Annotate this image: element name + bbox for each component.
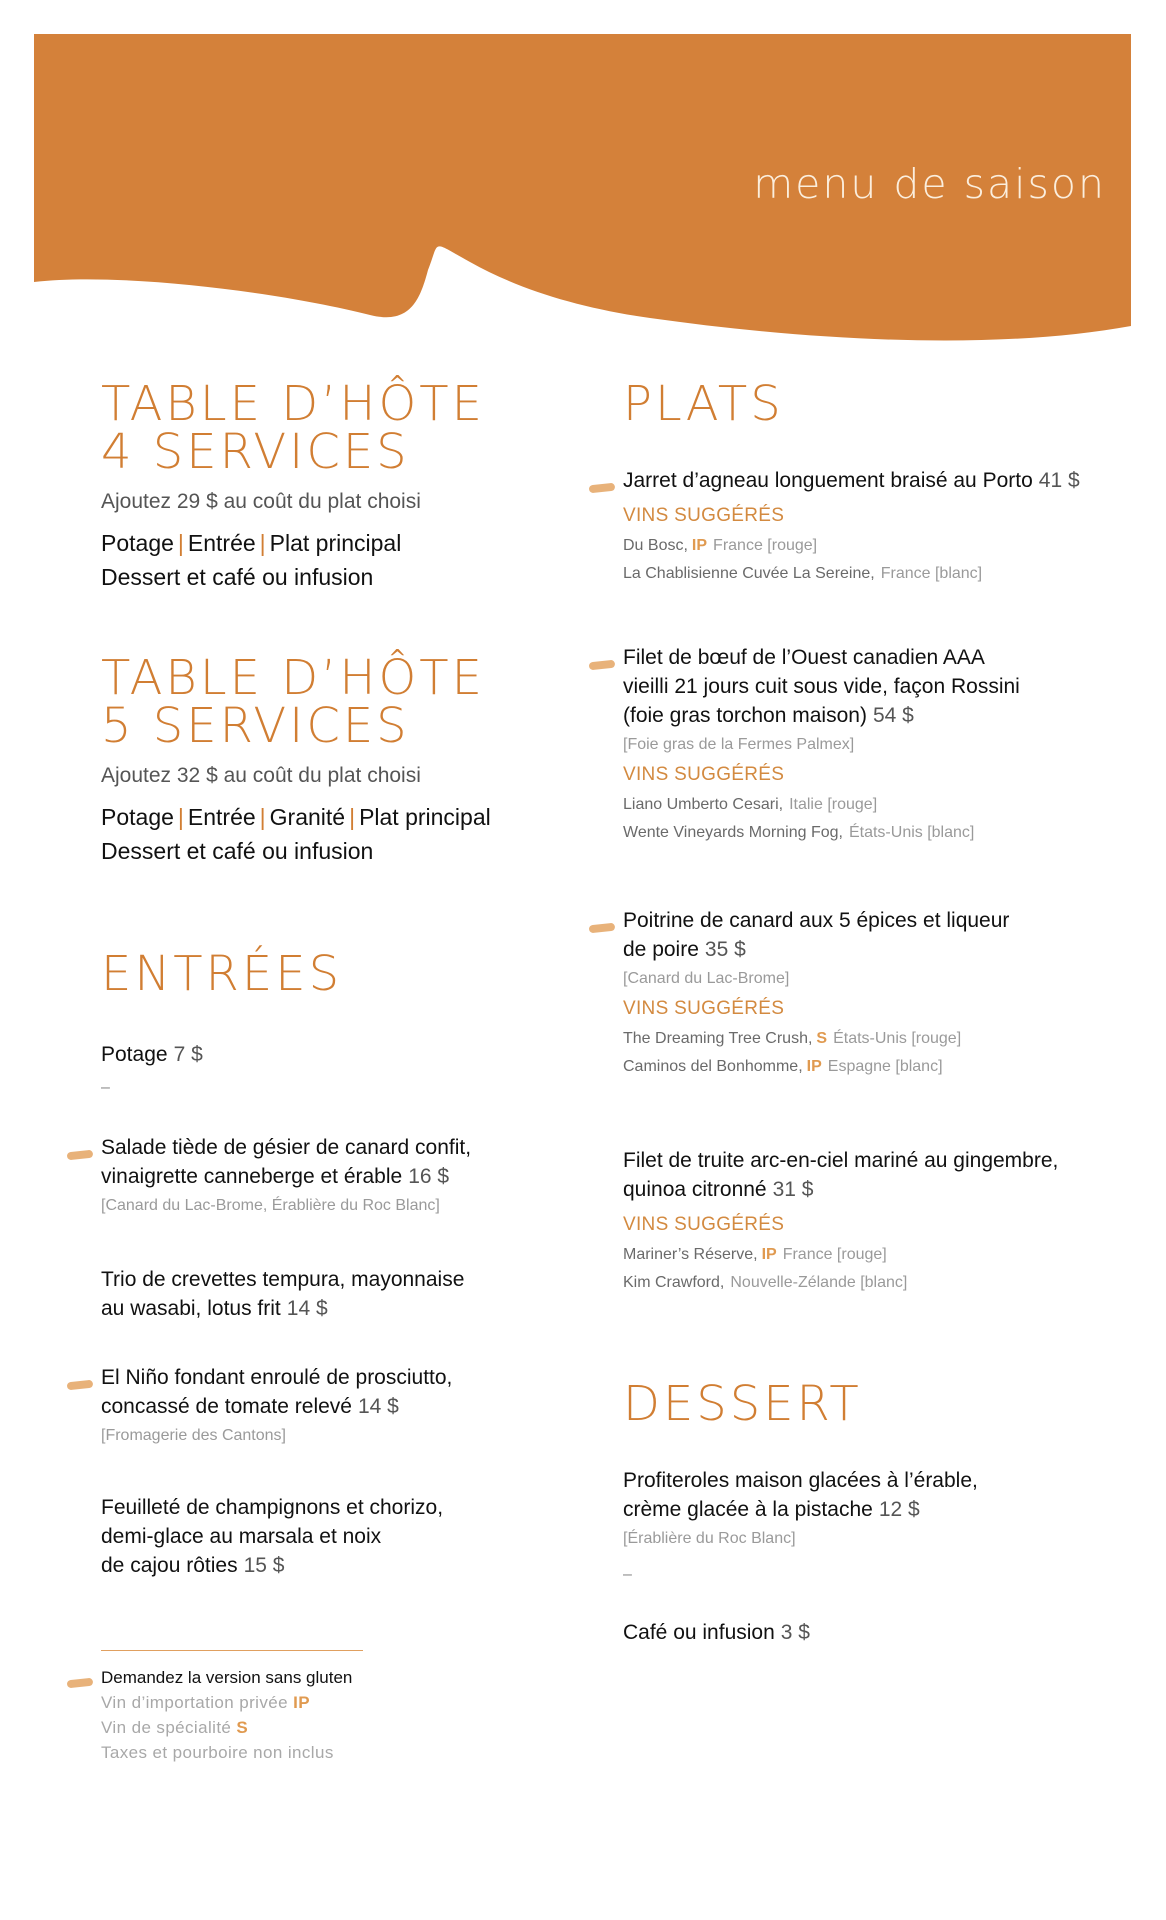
wine-heading: VINS SUGGÉRÉS [623,505,785,526]
dessert-price: 3 $ [780,1621,810,1644]
table-hote-5-courses: Potage | Entrée | Granité | Plat principal Dessert et café ou infusion [101,800,541,868]
plat-name-line: (foie gras torchon maison) [623,704,867,727]
plat-name-line: Filet de bœuf de l’Ouest canadien AAA [623,646,985,669]
wine-origin: France [rouge] [713,537,818,554]
dessert-item [623,1618,1093,1647]
plat-supplier: [Foie gras de la Fermes Palmex] [623,736,855,753]
entree-name-line: Feuilleté de champignons et chorizo, [101,1496,444,1519]
legend-private-import-badge: IP [293,1693,310,1712]
entree-item [101,1265,541,1323]
wine-heading: VINS SUGGÉRÉS [623,1214,785,1235]
entree-name: Potage [101,1043,168,1066]
dessert-supplier: [Érablière du Roc Blanc] [623,1530,796,1547]
legend-taxes: Taxes et pourboire non inclus [101,1743,334,1762]
wine-name: Caminos del Bonhomme, [623,1058,803,1075]
wine-row [623,1274,1093,1292]
course-item: Granité [269,804,346,830]
entree-divider: – [101,1079,110,1096]
wine-origin: France [rouge] [782,1246,887,1263]
gluten-free-mark-icon [589,483,616,494]
legend [101,1650,371,1765]
wine-badge: IP [691,537,708,554]
entree-supplier: [Fromagerie des Cantons] [101,1427,286,1444]
entree-name-line: au wasabi, lotus frit [101,1297,281,1320]
entree-item [101,1133,541,1215]
plat-name-line: Filet de truite arc-en-ciel mariné au gingembre, [623,1149,1059,1172]
gluten-free-mark-icon [589,660,616,671]
entree-price: 15 $ [243,1554,285,1577]
course-item: Potage [101,804,174,830]
course-item: Dessert et café ou infusion [101,838,374,864]
entree-price: 14 $ [286,1297,328,1320]
table-hote-5-title [101,650,541,754]
entree-item [101,1040,203,1097]
gluten-free-mark-icon [67,1380,94,1391]
plat-item [623,466,1093,583]
table-hote-4-title-line1: TABLE D’HÔTE [101,376,485,432]
wine-origin: Nouvelle-Zélande [blanc] [730,1274,908,1291]
plat-price: 31 $ [772,1178,814,1201]
entree-price: 16 $ [408,1165,450,1188]
plat-price: 35 $ [704,938,746,961]
wine-row [623,565,1093,583]
course-item: Dessert et café ou infusion [101,564,374,590]
dessert-name-line: Profiteroles maison glacées à l’érable, [623,1469,978,1492]
entree-name-line: de cajou rôties [101,1554,238,1577]
table-hote-4-subtitle: Ajoutez 29 $ au coût du plat choisi [101,490,421,513]
plat-item [623,906,1093,1076]
legend-specialty-label: Vin de spécialité [101,1718,232,1737]
wine-row [623,1246,1093,1264]
entree-name-line: Salade tiède de gésier de canard confit, [101,1136,472,1159]
wine-heading: VINS SUGGÉRÉS [623,998,785,1019]
entree-item [101,1493,541,1580]
legend-private-import-label: Vin d’importation privée [101,1693,288,1712]
wine-origin: États-Unis [rouge] [833,1030,962,1047]
entree-item [101,1363,541,1445]
wine-name: Liano Umberto Cesari, [623,796,784,813]
course-item: Entrée [187,804,256,830]
entree-price: 7 $ [173,1043,203,1066]
wine-name: Mariner’s Réserve, [623,1246,758,1263]
entree-price: 14 $ [357,1395,399,1418]
wine-name: La Chablisienne Cuvée La Sereine, [623,565,875,582]
course-item: Entrée [187,530,256,556]
dessert-price: 12 $ [878,1498,920,1521]
plats-title: PLATS [623,376,784,432]
table-hote-4-title [101,376,541,480]
entrees-title: ENTRÉES [101,946,343,1002]
wine-heading: VINS SUGGÉRÉS [623,764,785,785]
legend-gluten-free: Demandez la version sans gluten [101,1668,353,1687]
dessert-divider: – [623,1566,632,1583]
legend-divider [101,1650,363,1651]
plat-name-line: quinoa citronné [623,1178,767,1201]
table-hote-5-title-line1: TABLE D’HÔTE [101,650,485,706]
plat-name-line: vieilli 21 jours cuit sous vide, façon Rossini [623,675,1020,698]
legend-specialty [101,1715,371,1740]
course-item: Plat principal [359,804,491,830]
table-hote-5-section [101,650,541,868]
plat-price: 41 $ [1038,469,1080,492]
menu-title: menu de saison [753,160,1106,208]
gluten-free-mark-icon [589,923,616,934]
wine-row [623,537,1093,555]
wine-name: The Dreaming Tree Crush, [623,1030,813,1047]
table-hote-4-courses: Potage | Entrée | Plat principal Dessert et café ou infusion [101,526,541,594]
entree-name-line: vinaigrette canneberge et érable [101,1165,403,1188]
plat-price: 54 $ [872,704,914,727]
plat-name-line: Poitrine de canard aux 5 épices et liqueur [623,909,1010,932]
wine-row [623,1058,1093,1076]
course-item: Potage [101,530,174,556]
entree-supplier: [Canard du Lac-Brome, Érablière du Roc Blanc] [101,1197,440,1214]
wine-row [623,1030,1093,1048]
wine-badge: IP [806,1058,822,1075]
wine-badge: S [816,1030,828,1047]
wine-row [623,796,1093,814]
legend-specialty-badge: S [236,1718,249,1737]
entree-name-line: demi-glace au marsala et noix [101,1525,382,1548]
wine-name: Wente Vineyards Morning Fog, [623,824,843,841]
legend-private-import [101,1690,371,1715]
wine-row [623,824,1093,842]
entree-name-line: concassé de tomate relevé [101,1395,352,1418]
wine-badge: IP [761,1246,777,1263]
dessert-name-line: crème glacée à la pistache [623,1498,873,1521]
plat-item [623,1146,1093,1292]
gluten-free-mark-icon [67,1150,94,1161]
gluten-free-mark-icon [67,1678,94,1689]
table-hote-4-section [101,376,541,594]
wine-name: Kim Crawford, [623,1274,725,1291]
table-hote-5-title-line2: 5 SERVICES [101,698,410,754]
entree-name-line: Trio de crevettes tempura, mayonnaise [101,1268,465,1291]
table-hote-4-title-line2: 4 SERVICES [101,424,410,480]
wine-name: Du Bosc, [623,537,688,554]
wine-origin: France [blanc] [880,565,983,582]
table-hote-5-subtitle: Ajoutez 32 $ au coût du plat choisi [101,764,421,787]
plat-supplier: [Canard du Lac-Brome] [623,970,790,987]
plat-item [623,643,1093,842]
entree-name-line: El Niño fondant enroulé de prosciutto, [101,1366,453,1389]
course-item: Plat principal [269,530,402,556]
wine-origin: Italie [rouge] [789,796,878,813]
dessert-title: DESSERT [623,1376,862,1432]
dessert-name: Café ou infusion [623,1621,775,1644]
wine-origin: États-Unis [blanc] [848,824,975,841]
plat-name-line: Jarret d’agneau longuement braisé au Porto [623,469,1033,492]
dessert-item [623,1466,1093,1584]
wine-origin: Espagne [blanc] [827,1058,943,1075]
plat-name-line: de poire [623,938,699,961]
